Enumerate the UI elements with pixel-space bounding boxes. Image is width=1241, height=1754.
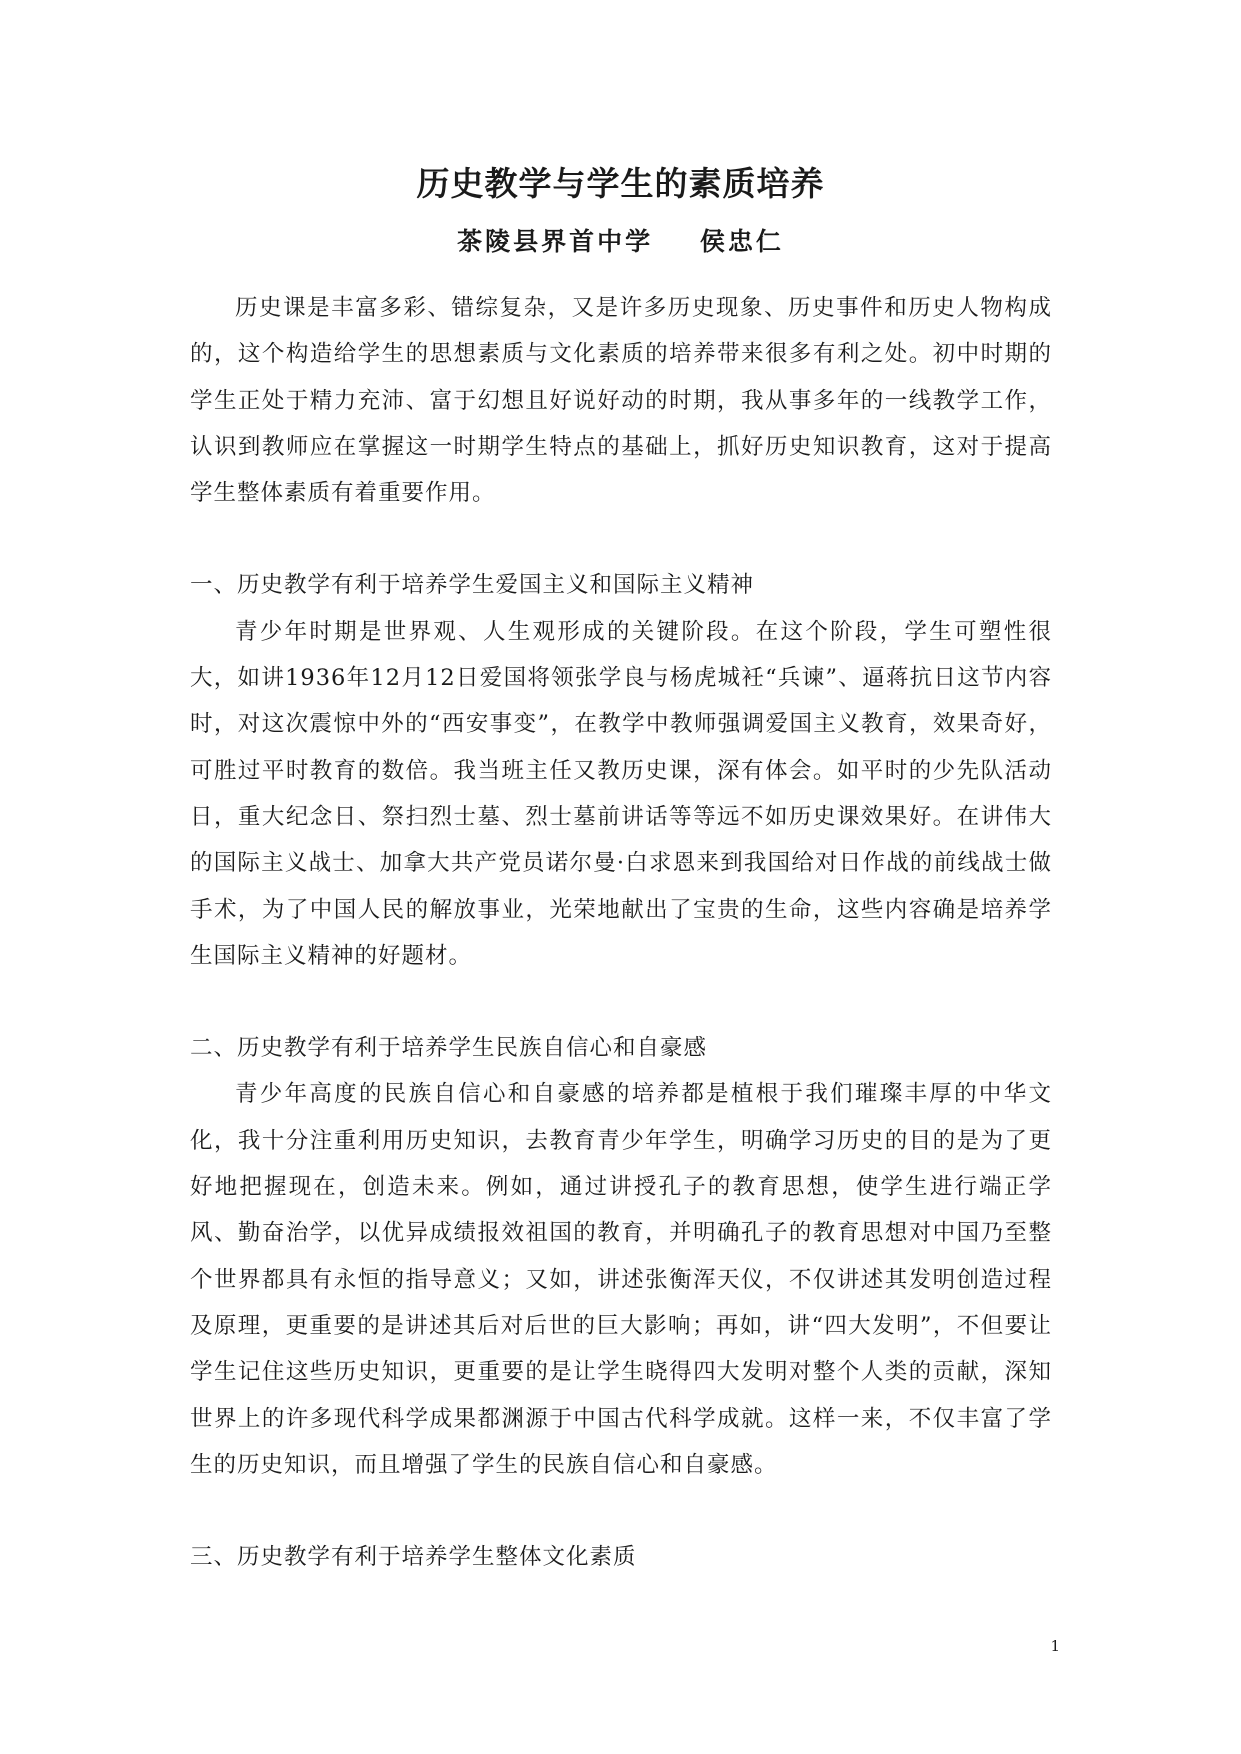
- section-heading: 一、历史教学有利于培养学生爱国主义和国际主义精神: [190, 572, 755, 599]
- author-line: 茶陵县界首中学 侯忠仁: [457, 227, 784, 256]
- intro-paragraph: 历史课是丰富多彩、错综复杂，又是许多历史现象、历史事件和历史人物构成的，这个构造给学生的思想素质与文化素质的培养带来很多有利之处。初中时期的学生正处于精力充沛、富于幻想且好说好动的时期，我从事多年的一线教学工作，认识到教师应在掌握这一时期学生特点的基础上，抓好历史知识教育，这对于提高学生整体素质有着重要作用。: [190, 295, 1052, 507]
- section-2: [190, 1025, 1052, 1488]
- section-heading: 三、历史教学有利于培养学生整体文化素质: [190, 1544, 637, 1571]
- document-body: [190, 285, 1052, 1580]
- section-paragraph: 青少年时期是世界观、人生观形成的关键阶段。在这个阶段，学生可塑性很大，如讲1936年12月12日爱国将领张学良与杨虎城衽“兵谏”、逼蒋抗日这节内容时，对这次震惊中外的“西安事变”，在教学中教师强调爱国主义教育，效果奇好，可胜过平时教育的数倍。我当班主任又教历史课，深有体会。如平时的少先队活动日，重大纪念日、祭扫烈士墓、烈士墓前讲话等等远不如历史课效果好。在讲伟大的国际主义战士、加拿大共产党员诺尔曼·白求恩来到我国给对日作战的前线战士做手术，为了中国人民的解放事业，光荣地献出了宝贵的生命，这些内容确是培养学生国际主义精神的好题材。: [190, 618, 1052, 969]
- section-3: [190, 1534, 1052, 1580]
- page-number: 1: [1050, 1637, 1060, 1655]
- section-heading: 二、历史教学有利于培养学生民族自信心和自豪感: [190, 1035, 708, 1062]
- section-1: [190, 562, 1052, 979]
- section-paragraph: 青少年高度的民族自信心和自豪感的培养都是植根于我们璀璨丰厚的中华文化，我十分注重利用历史知识，去教育青少年学生，明确学习历史的目的是为了更好地把握现在，创造未来。例如，通过讲授孔子的教育思想，使学生进行端正学风、勤奋治学，以优异成绩报效祖国的教育，并明确孔子的教育思想对中国乃至整个世界都具有永恒的指导意义；又如，讲述张衡浑天仪，不仅讲述其发明创造过程及原理，更重要的是讲述其后对后世的巨大影响；再如，讲“四大发明”，不但要让学生记住这些历史知识，更重要的是让学生晓得四大发明对整个人类的贡献，深知世界上的许多现代科学成果都渊源于中国古代科学成就。这样一来，不仅丰富了学生的历史知识，而且增强了学生的民族自信心和自豪感。: [190, 1081, 1052, 1478]
- document-title: 历史教学与学生的素质培养: [416, 164, 825, 203]
